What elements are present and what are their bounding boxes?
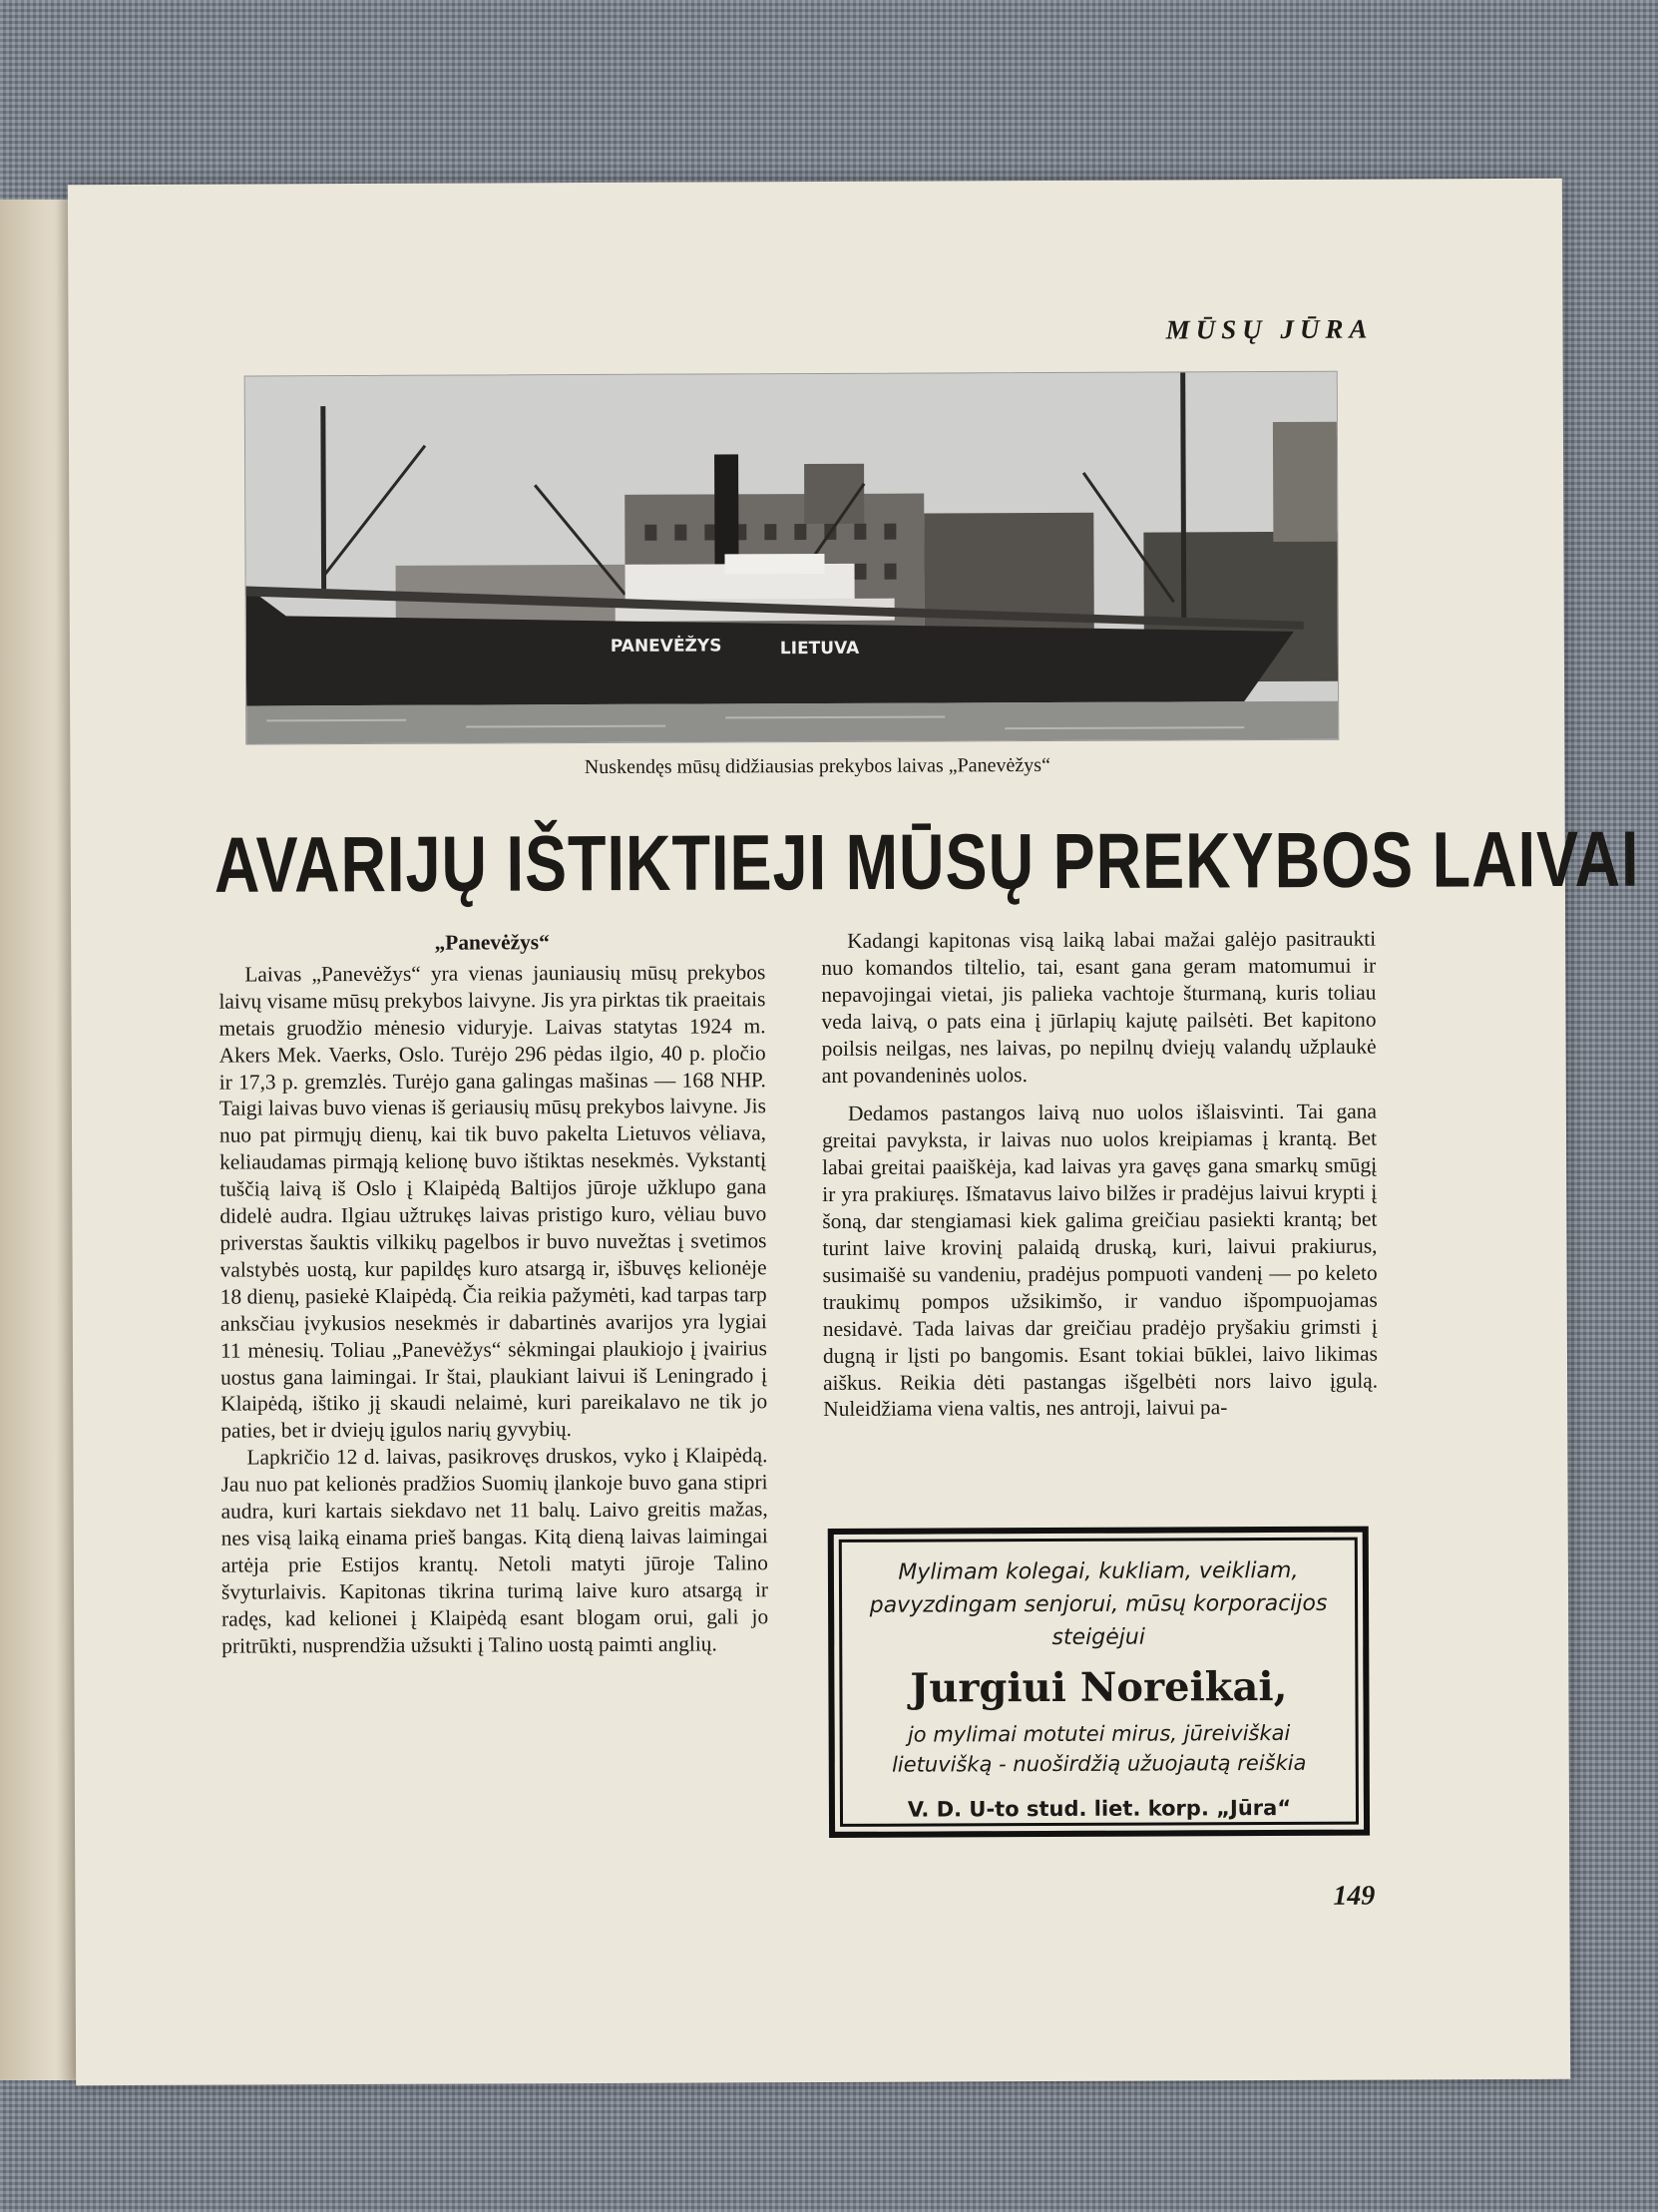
hull-country: LIETUVA	[779, 638, 860, 660]
magazine-page	[68, 179, 1640, 2086]
condolence-notice	[828, 1527, 1370, 1838]
ship-photo	[244, 371, 1340, 745]
facing-page-edge	[0, 200, 80, 2080]
running-head: MŪSŲ JŪRA	[1165, 313, 1374, 345]
article-headline: AVARIJŲ IŠTIKTIEJI MŪSŲ PREKYBOS LAIVAI	[213, 815, 1640, 910]
right-text-column	[821, 926, 1378, 1424]
notice-body: jo mylimai motutei mirus, jūreiviškai lietuvišką - nuoširdžią užuojautą reiškia	[892, 1720, 1307, 1777]
paragraph: Dedamos pastangos laivą nuo uolos išlaisvinti. Tai gana greitai pavyksta, ir laivas nuo uolos kreipiamas į krantą. Bet labai greitai paaiškėja, kad laivas yra gavęs gana smarkų smūgį ir yra prakiuręs. Išmatavus laivo bilžes ir pradėjus laivui krypti į šoną, dar stengiamasi kiek galima greičiau pasiekti krantą; bet turint laive krovinį palaidą druską, kuri, laivui prakiurus, susimaišė su vandeniu, pradėjus pompuoti vandenį — po keleto traukimų pompos užsikimšo, ir vanduo išpompuojamas nesidavė. Tada laivas dar greičiau pradėjo pryšakiu grimsti į dugną ir lįsti po bangomis. Esant tokiai būklei, laivo likimas aiškus. Reikia dėti pastangas išgelbėti nors laivo įgulą. Nuleidžiama viena valtis, nes antroji, laivui pa-	[821, 1099, 1379, 1422]
notice-signature: V. D. U-to stud. liet. korp. „Jūra“	[907, 1795, 1292, 1822]
ship-photo-image	[245, 372, 1339, 744]
left-text-column	[218, 928, 768, 1659]
photo-caption: Nuskendęs mūsų didžiausias prekybos laivas „Panevėžys“	[584, 753, 1050, 779]
hull-ship-name: PANEVĖŽYS	[610, 636, 722, 657]
notice-name: Jurgiui Noreikai,	[910, 1662, 1288, 1712]
article-subheading: „Panevėžys“	[434, 930, 550, 955]
paragraph: Laivas „Panevėžys“ yra vienas jauniausių mūsų prekybos laivų visame mūsų prekybos laivyne. Jis yra pirktas tik praeitais metais gruodžio mėnesio viduryje. Laivas statytas 1924 m. Akers Mek. Vaerks, Oslo. Turėjo 296 pėdas ilgio, 40 p. pločio ir 17,3 p. gremzlės. Turėjo gana galingas mašinas — 168 NHP. Taigi laivas buvo vienas iš geriausių mūsų prekybos laivyne. Jis nuo pat pirmųjų dienų, kai tik buvo pakelta Lietuvos vėliava, keliaudamas pirmąją kelionę buvo ištiktas nesekmės. Vykstantį tuščią laivą iš Oslo į Klaipėdą Baltijos jūroje užklupo gana didelė audra. Ilgiau užtrukęs laivas pristigo kuro, vėliau buvo priverstas šauktis vilkikų pagelbos ir buvo nuvežtas į svetimos valstybės uostą, kur papildęs kuro atsargą ir, išbuvęs kelionėje 18 dienų, pasiekė Klaipėdą. Čia reikia pažymėti, kad tarpas tarp anksčiau įvykusios nesekmės ir dabartinės avarijos yra lygiai 11 mėnesių. Toliau „Panevėžys“ sėkmingai plaukiojo į įvairius uostus gana laimingai. Ir štai, plaukiant laivui iš Leningrado į Klaipėdą, ištiko jį skaudi nelaimė, kuri pareikalavo ne tik jo paties, bet ir dviejų įgulos narių gyvybių.	[218, 960, 768, 1443]
paragraph: Lapkričio 12 d. laivas, pasikrovęs druskos, vyko į Klaipėdą. Jau nuo pat kelionės pradžios Suomių įlankoje buvo gana stipri audra, kuri kartais siekdavo net 11 balų. Laivo greitis mažas, nes visą laiką einama prieš bangas. Kitą dieną laivas laimingai artėja prie Estijos krantų. Netoli matyti jūroje Talino švyturlaivis. Kapitonas tikrina turimą laive kuro atsargą ir radęs, kad kelionei į Klaipėdą esant blogam orui, gali jo pritrūkti, nusprendžia užsukti į Talino uostą paimti anglių.	[220, 1443, 769, 1658]
page-number: 149	[1333, 1880, 1376, 1912]
paragraph: Kadangi kapitonas visą laiką labai mažai galėjo pasitraukti nuo komandos tiltelio, tai, esant gana geram matomumui ir nepavojingai vietai, jis palieka vachtoje šturmaną, kuris toliau veda laivą, o pats eina į jūrlapių kajutę pailsėti. Bet kapitono poilsis neilgas, nes laivas, po nepilnų dviejų valandų užplaukė ant povandeninės uolos.	[821, 926, 1377, 1088]
notice-intro: Mylimam kolegai, kukliam, veikliam, pavyzdingam senjorui, mūsų korporacijos steigėjui	[869, 1557, 1328, 1650]
